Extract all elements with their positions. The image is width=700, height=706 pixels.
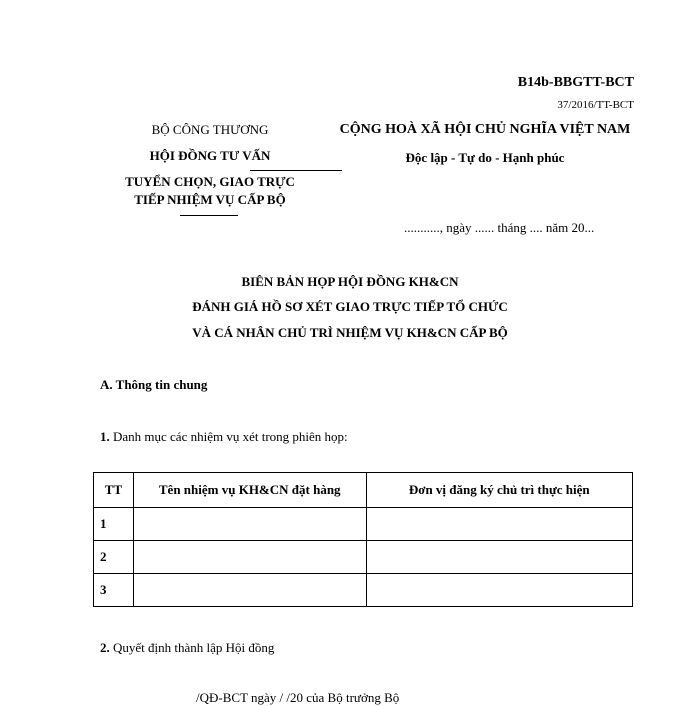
task-name-cell[interactable] [133,508,366,541]
national-motto: Độc lập - Tự do - Hạnh phúc [405,150,565,165]
decision-line: /QĐ-BCT ngày / /20 của Bộ trưởng Bộ [196,690,400,705]
column-header-tt: TT [94,473,134,508]
task-table [93,472,633,607]
left-header-underline [180,215,238,216]
item-2-number: 2. [100,640,110,655]
document-title-line3: VÀ CÁ NHÂN CHỦ TRÌ NHIỆM VỤ KH&CN CẤP BỘ [192,325,508,340]
item-2-text [100,640,274,656]
motto-underline [250,170,342,171]
nation-name: CỘNG HOÀ XÃ HỘI CHỦ NGHĨA VIỆT NAM [339,122,631,137]
form-code: B14b-BBGTT-BCT [517,75,634,90]
row-number: 2 [94,541,134,574]
section-a-heading: A. Thông tin chung [100,377,208,392]
task-name-cell[interactable] [133,541,366,574]
row-number: 1 [94,508,134,541]
item-1-number: 1. [100,429,110,444]
document-title-line1: BIÊN BẢN HỌP HỘI ĐỒNG KH&CN [241,274,459,289]
column-header-unit: Đơn vị đăng ký chủ trì thực hiện [366,473,632,508]
table-header-row [94,473,633,508]
unit-cell[interactable] [366,574,632,607]
circular-reference: 37/2016/TT-BCT [557,99,634,111]
item-1-text [100,429,348,445]
unit-cell[interactable] [366,541,632,574]
document-title-line2: ĐÁNH GIÁ HỒ SƠ XÉT GIAO TRỰC TIẾP TỔ CHỨC [192,299,508,314]
table-row [94,508,633,541]
item-2-label: Quyết định thành lập Hội đồng [109,640,275,655]
council-name: HỘI ĐỒNG TƯ VẤN [149,148,271,163]
council-purpose-line1: TUYỂN CHỌN, GIAO TRỰC [125,174,295,189]
date-line: ..........., ngày ...... tháng .... năm 20... [404,220,595,235]
task-name-cell[interactable] [133,574,366,607]
row-number: 3 [94,574,134,607]
table-row [94,541,633,574]
column-header-task: Tên nhiệm vụ KH&CN đặt hàng [133,473,366,508]
item-1-label: Danh mục các nhiệm vụ xét trong phiên họp: [109,429,348,444]
council-purpose-line2: TIẾP NHIỆM VỤ CẤP BỘ [134,192,286,207]
ministry-name: BỘ CÔNG THƯƠNG [151,122,269,137]
table-row [94,574,633,607]
unit-cell[interactable] [366,508,632,541]
